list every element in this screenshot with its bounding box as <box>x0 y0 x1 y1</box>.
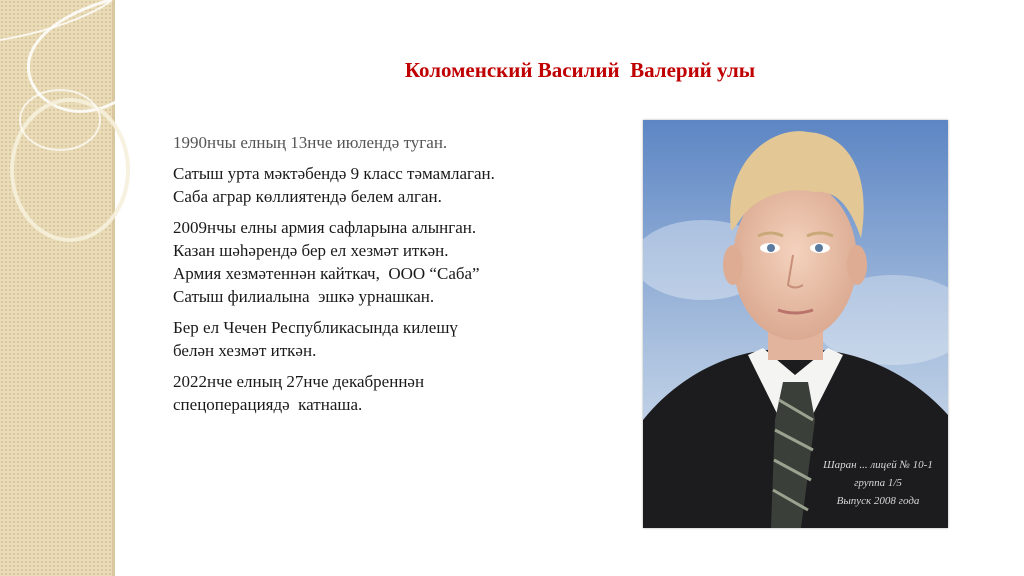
text-line: спецоперациядә катнаша. <box>173 395 363 414</box>
paragraph-operation <box>173 370 613 416</box>
portrait-photo <box>643 120 948 528</box>
text-line: Бер ел Чечен Республикасында килешү <box>173 318 458 337</box>
paragraph-birth <box>173 131 613 154</box>
photo-caption-line: Шаран ... лицей № 10-1 <box>823 459 933 471</box>
photo-caption-line: группа 1/5 <box>854 477 902 489</box>
text-line: белән хезмәт иткән. <box>173 341 317 360</box>
paragraph-army <box>173 216 613 308</box>
text-line: 2009нчы елны армия сафларына алынган. <box>173 218 477 237</box>
decorative-curves <box>0 0 160 260</box>
paragraph-contract <box>173 316 613 362</box>
text-line: Казан шәһәрендә бер ел хезмәт иткән. <box>173 241 449 260</box>
text-line: 1990нчы елның 13нче июлендә туган. <box>173 133 448 152</box>
page-title: Коломенский Василий Валерий улы <box>404 58 756 82</box>
text-line: 2022нче елның 27нче декабреннән <box>173 372 425 391</box>
text-line: Сатыш урта мәктәбендә 9 класс тәмамлаган. <box>173 164 495 183</box>
text-line: Сатыш филиалына эшкә урнашкан. <box>173 287 435 306</box>
portrait-illustration <box>643 120 948 528</box>
text-line: Саба аграр көллиятендә белем алган. <box>173 187 442 206</box>
biography-text <box>173 131 613 424</box>
paragraph-education <box>173 162 613 208</box>
photo-caption-line: Выпуск 2008 года <box>836 495 920 507</box>
text-line: Армия хезмәтеннән кайткач, ООО “Саба” <box>173 264 480 283</box>
